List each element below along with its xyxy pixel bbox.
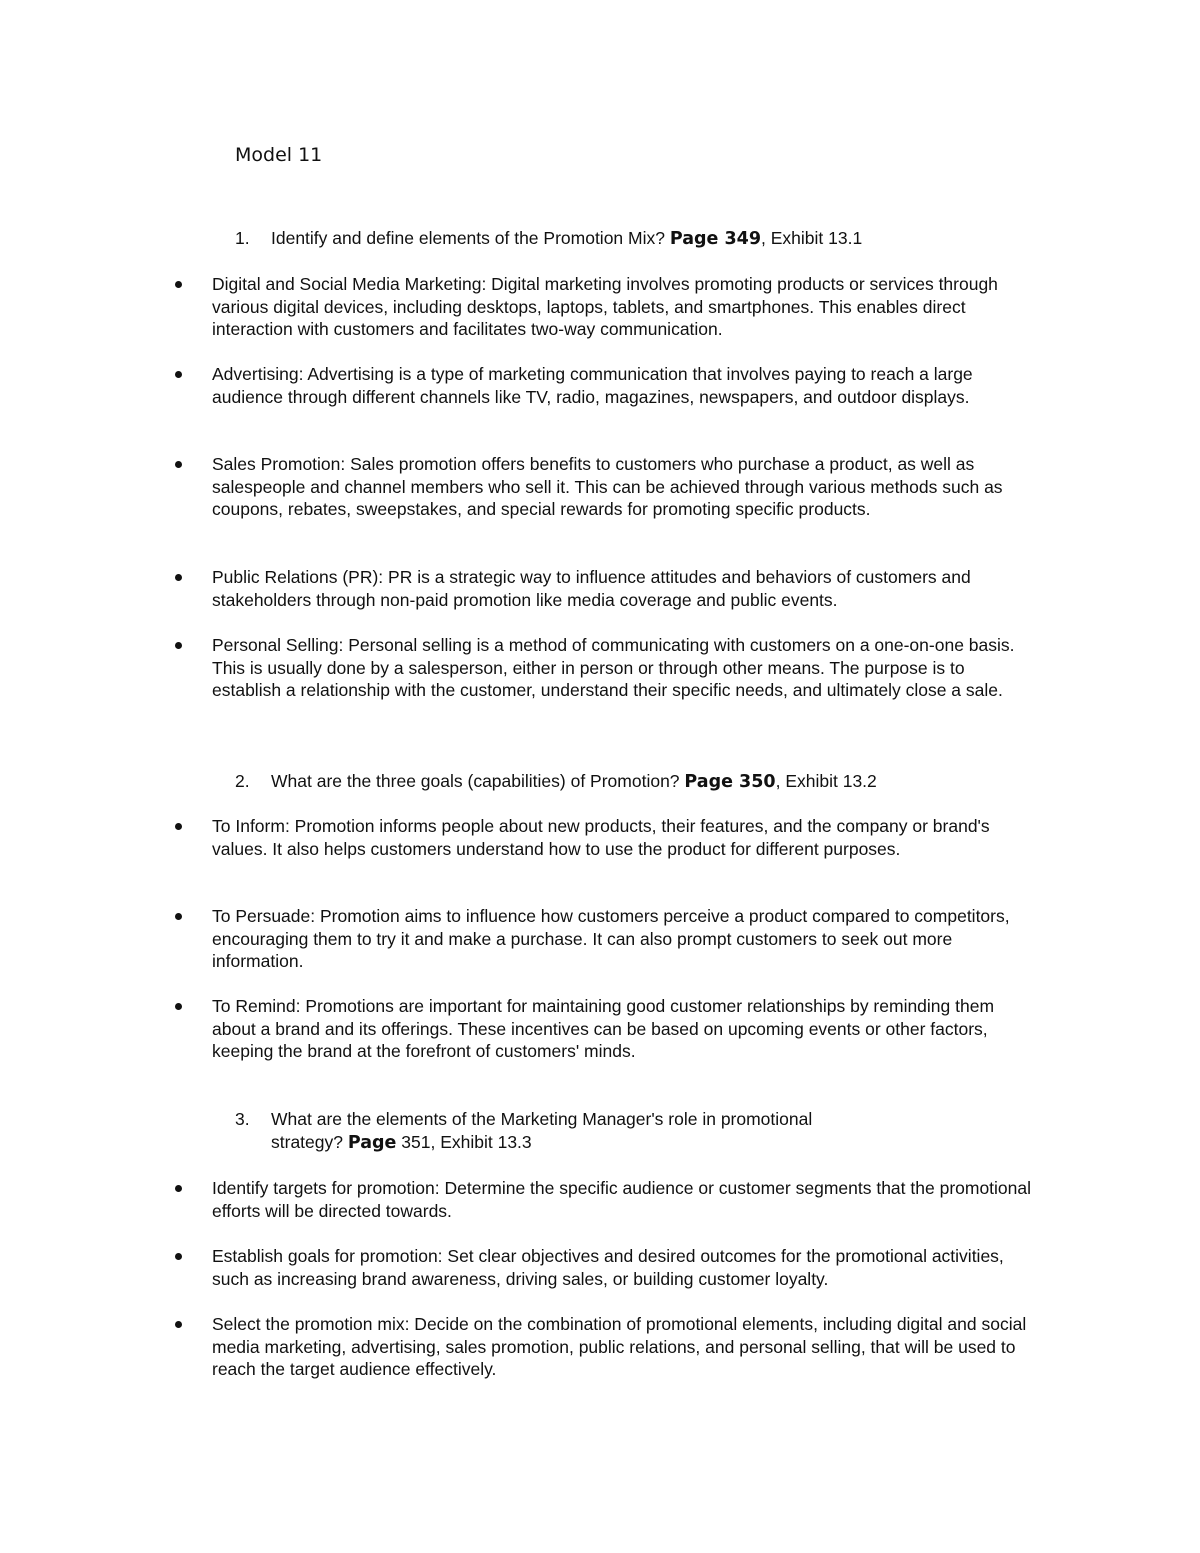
question-text-before: Identify and define elements of the Promotion Mix? (271, 228, 670, 248)
list-item-text: Sales Promotion: Sales promotion offers benefits to customers who purchase a product, as well as salespeople and channel members who sell it. This can be achieved through various methods such as coupons, rebates, sweepstakes, and special rewards for promoting specific products. (212, 454, 1003, 520)
question-number: 2. (235, 771, 250, 791)
bullet-icon (175, 461, 182, 468)
question-text (271, 1131, 532, 1155)
bullet-icon (175, 1321, 182, 1328)
question-text (271, 770, 877, 794)
list-item-text: To Persuade: Promotion aims to influence how customers perceive a product compared to competitors, encouraging them to try it and make a purchase. It can also prompt customers to seek out more information. (212, 906, 1010, 972)
list-item-text: Establish goals for promotion: Set clear objectives and desired outcomes for the promotional activities, such as increasing brand awareness, driving sales, or building customer loyalty. (212, 1246, 1004, 1289)
list-item-text: Public Relations (PR): PR is a strategic way to influence attitudes and behaviors of customers and stakeholders through non-paid promotion like media coverage and public events. (212, 567, 971, 610)
bullet-icon (175, 1003, 182, 1010)
bullet-icon (175, 1185, 182, 1192)
question-text-after: , Exhibit 13.2 (775, 771, 877, 791)
list-item-text: Personal Selling: Personal selling is a method of communicating with customers on a one-on-one basis. This is usually done by a salesperson, either in person or through other means. The purpose is to establish a relationship with the customer, understand their specific needs, and ultimately close a sale. (212, 635, 1015, 701)
bullet-icon (175, 371, 182, 378)
bullet-icon (175, 642, 182, 649)
question-text (271, 227, 862, 251)
question-text-before: strategy? (271, 1132, 348, 1152)
bullet-icon (175, 913, 182, 920)
list-item-text: Advertising: Advertising is a type of marketing communication that involves paying to reach a large audience through different channels like TV, radio, magazines, newspapers, and outdoor displays. (212, 364, 973, 407)
bullet-icon (175, 574, 182, 581)
question-text-after: , Exhibit 13.1 (761, 228, 863, 248)
page-reference: Page (347, 1133, 397, 1153)
bullet-icon (175, 281, 182, 288)
list-item-text: Digital and Social Media Marketing: Digital marketing involves promoting products or services through various digital devices, including desktops, laptops, tablets, and smartphones. This enables direct interaction with customers and facilitates two-way communication. (212, 274, 998, 340)
question-number: 3. (235, 1109, 250, 1129)
list-item-text: To Remind: Promotions are important for maintaining good customer relationships by reminding them about a brand and its offerings. These incentives can be based on upcoming events or other factors, keeping the brand at the forefront of customers' minds. (212, 996, 995, 1062)
list-item-text: Identify targets for promotion: Determine the specific audience or customer segments that the promotional efforts will be directed towards. (212, 1178, 1032, 1221)
list-item-text: Select the promotion mix: Decide on the combination of promotional elements, including digital and social media marketing, advertising, sales promotion, public relations, and personal selling, that will be used to reach the target audience effectively. (212, 1314, 1027, 1380)
question-number: 1. (235, 228, 250, 248)
bullet-icon (175, 1253, 182, 1260)
question-text-line-1: What are the elements of the Marketing Manager's role in promotional (271, 1109, 813, 1129)
page-reference: Page 350 (684, 772, 776, 792)
document-title: Model 11 (235, 144, 323, 166)
list-item-text: To Inform: Promotion informs people about new products, their features, and the company or brand's values. It also helps customers understand how to use the product for different purposes. (212, 816, 990, 859)
question-text-before: What are the three goals (capabilities) of Promotion? (271, 771, 685, 791)
question-text-after: 351, Exhibit 13.3 (396, 1132, 532, 1152)
bullet-icon (175, 823, 182, 830)
page-reference: Page 349 (669, 229, 762, 249)
